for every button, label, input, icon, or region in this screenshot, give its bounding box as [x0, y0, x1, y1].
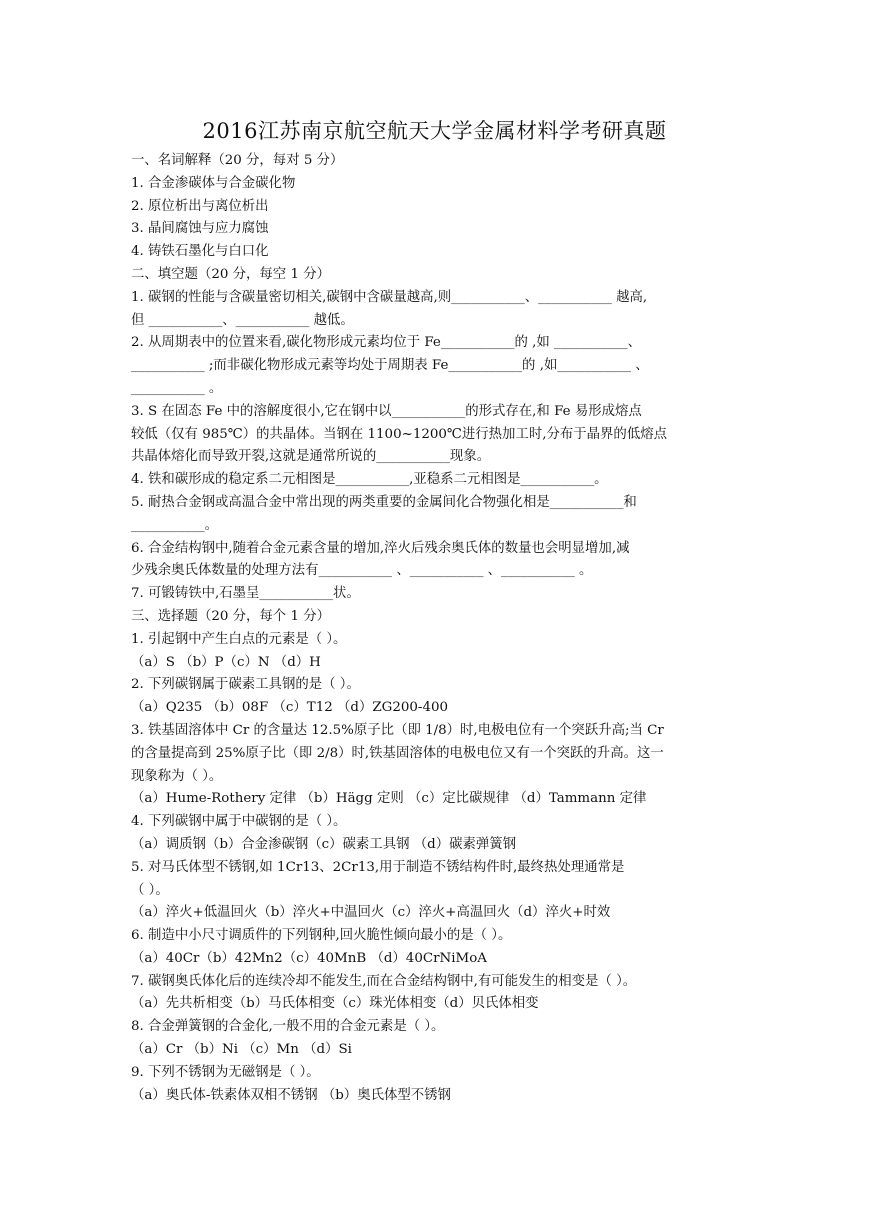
text-line: 6. 合金结构钢中,随着合金元素含量的增加,淬火后残余奥氏体的数量也会明显增加,减 — [131, 540, 630, 556]
text-line: ___________ 。 — [131, 380, 223, 396]
text-line: （ ）。 — [131, 882, 169, 898]
text-line: （a）先共析相变（b）马氏体相变（c）珠光体相变（d）贝氏体相变 — [131, 996, 539, 1012]
text-line: 4. 下列碳钢中属于中碳钢的是（ ）。 — [131, 814, 347, 830]
text-line: （a）奥氏体-铁素体双相不锈钢 （b）奥氏体型不锈钢 — [131, 1087, 451, 1103]
text-line: ___________。 — [131, 517, 219, 533]
text-line: 2. 原位析出与离位析出 — [131, 198, 269, 214]
text-line: 3. 晶间腐蚀与应力腐蚀 — [131, 221, 269, 237]
text-line: 但 ___________、___________ 越低。 — [131, 312, 354, 328]
document-body — [131, 150, 741, 1107]
text-line: 1. 碳钢的性能与含碳量密切相关,碳钢中含碳量越高,则___________、___________ 越高, — [131, 289, 648, 305]
text-line: 较低（仅有 985℃）的共晶体。当钢在 1100~1200℃进行热加工时,分布于晶界的低熔点 — [131, 426, 667, 442]
text-line: 共晶体熔化而导致开裂,这就是通常所说的___________现象。 — [131, 449, 491, 465]
text-line: 5. 对马氏体型不锈钢,如 1Cr13、2Cr13,用于制造不锈结构件时,最终热处理通常是 — [131, 859, 625, 875]
text-line: 6. 制造中小尺寸调质件的下列钢种,回火脆性倾向最小的是（ ）。 — [131, 928, 512, 944]
text-line: 1. 合金渗碳体与合金碳化物 — [131, 175, 296, 191]
text-line: （a）S （b）P（c）N （d）H — [131, 654, 321, 670]
text-line: ___________ ;而非碳化物形成元素等均处于周期表 Fe___________的 ,如___________ 、 — [131, 358, 649, 374]
text-line: 三、选择题（20 分，每个 1 分） — [131, 608, 331, 624]
text-line: （a）Q235 （b）08F （c）T12 （d）ZG200-400 — [131, 700, 449, 716]
text-line: （a）Cr （b）Ni （c）Mn （d）Si — [131, 1042, 352, 1058]
text-line: 7. 碳钢奥氏体化后的连续冷却不能发生,而在合金结构钢中,有可能发生的相变是（ ）。 — [131, 973, 637, 989]
text-line: 2. 下列碳钢属于碳素工具钢的是（ ）。 — [131, 677, 360, 693]
text-line: 的含量提高到 25%原子比（即 2/8）时,铁基固溶体的电极电位又有一个突跃的升高。这一 — [131, 745, 664, 761]
text-line: 少残余奥氏体数量的处理方法有___________ 、___________ 、___________ 。 — [131, 563, 593, 579]
text-line: 9. 下列不锈钢为无磁钢是（ ）。 — [131, 1064, 320, 1080]
text-line: 现象称为（ ）。 — [131, 768, 223, 784]
text-line: （a）Hume-Rothery 定律 （b）Hägg 定则 （c）定比碳规律 （d）Tammann 定律 — [131, 791, 647, 807]
text-line: 4. 铸铁石墨化与白口化 — [131, 244, 269, 260]
text-line: 1. 引起钢中产生白点的元素是（ ）。 — [131, 631, 347, 647]
text-line: （a）淬火+低温回火（b）淬火+中温回火（c）淬火+高温回火（d）淬火+时效 — [131, 905, 611, 921]
text-line: 5. 耐热合金钢或高温合金中常出现的两类重要的金属间化合物强化相是___________和 — [131, 494, 637, 510]
text-line: 3. 铁基固溶体中 Cr 的含量达 12.5%原子比（即 1/8）时,电极电位有一个突跃升高;当 Cr — [131, 722, 664, 738]
document-title: 2016江苏南京航空航天大学金属材料学考研真题 — [202, 119, 667, 143]
text-line: 3. S 在固态 Fe 中的溶解度很小,它在钢中以___________的形式存在,和 Fe 易形成熔点 — [131, 403, 642, 419]
text-line: 二、填空题（20 分，每空 1 分） — [131, 266, 331, 282]
text-line: （a）40Cr（b）42Mn2（c）40MnB （d）40CrNiMoA — [131, 950, 487, 966]
text-line: 4. 铁和碳形成的稳定系二元相图是___________,亚稳系二元相图是___________。 — [131, 472, 608, 488]
text-line: 一、名词解释（20 分，每对 5 分） — [131, 153, 344, 168]
text-line: （a）调质钢（b）合金渗碳钢（c）碳素工具钢 （d）碳素弹簧钢 — [131, 836, 517, 852]
text-line: 7. 可锻铸铁中,石墨呈___________状。 — [131, 586, 360, 602]
text-line: 2. 从周期表中的位置来看,碳化物形成元素均位于 Fe___________的 ,如 ___________、 — [131, 335, 642, 351]
text-line: 8. 合金弹簧钢的合金化,一般不用的合金元素是（ ）。 — [131, 1019, 445, 1035]
